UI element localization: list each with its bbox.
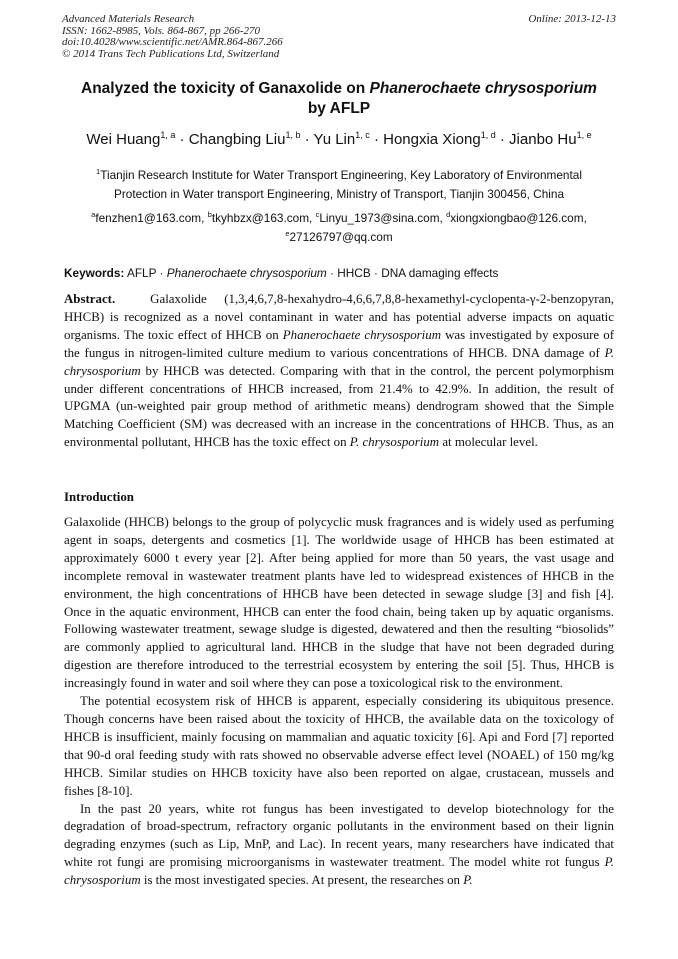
abstract-label: Abstract. [64, 292, 116, 306]
author: Hongxia Xiong$^{1, d}$ [383, 130, 496, 148]
keywords: Keywords: AFLP · Phanerochaete chrysosporium · HHCB · DNA damaging effects [64, 266, 499, 280]
doi-line: doi:10.4028/www.scientific.net/AMR.864-867.266 [62, 36, 283, 48]
paragraph: In the past 20 years, white rot fungus has been investigated to develop biotechnology for the degradation of broad-spectrum, refractory organic pollutants in the environment based on their lignin degrading enzymes (such as Lip, MnP, and Lac). In recent years, many researchers have indicated that white rot fungi are promising microorganisms in wastewater treatment. The model white rot fungus P. chrysosporium is the most investigated species. At present, the researches on P. [64, 801, 614, 888]
keyword: HHCB [337, 266, 371, 280]
issn-line: ISSN: 1662-8985, Vols. 864-867, pp 266-270 [62, 24, 260, 37]
keyword: AFLP [126, 266, 157, 280]
author-separator: · [373, 131, 379, 148]
journal-name: Advanced Materials Research [62, 13, 195, 25]
title-part2: by AFLP [307, 100, 371, 117]
paragraph: Galaxolide (HHCB) belongs to the group of polycyclic musk fragrances and is widely used as perfuming agent in soaps, detergents and cosmetics [1]. The worldwide usage of HHCB has been estimated at approximately 6000 t every year [2]. After being applied for more than 50 years, the vast usage and incomplete removal in wastewater treatment plants have led to widespread existences of HHCB in the environment, the high concentrations of HHCB have been detected in sewage sludge [3] and fish [4]. Once in the aquatic environment, HHCB can enter the food chain, being taken up by aquatic organisms. Following wastewater treatment, sewage sludge is digested, dewatered and then the resulting “biosolids” are commonly applied to agricultural land. HHCB in the sludge that have not been degraded during digestion are therefore introduced to the terrestrial ecosystem by entering the soil [5]. Thus, HHCB is increasingly found in water and soil where they can pose a toxicological risk to the environment. [64, 515, 614, 691]
email[interactable]: $^b$tkyhbzx@163.com [207, 210, 310, 225]
author: Yu Lin$^{1, c}$ [313, 130, 370, 148]
copyright-line: © 2014 Trans Tech Publications Ltd, Switzerland [62, 47, 280, 60]
running-header [62, 14, 618, 60]
email[interactable]: $^e$27126797@qq.com [285, 229, 393, 244]
paper-title [60, 79, 618, 119]
section-heading-introduction: Introduction [64, 490, 134, 504]
author: Wei Huang$^{1, a}$ [86, 130, 176, 148]
keyword: Phanerochaete chrysosporium [166, 266, 327, 280]
title-species: Phanerochaete chrysosporium [369, 80, 597, 97]
author-separator: · [499, 131, 505, 148]
abstract: Abstract. Galaxolide (1,3,4,6,7,8-hexahydro-4,6,6,7,8,8-hexamethyl-cyclopenta-γ-2-benzopyran, HHCB) is recognized as a novel contaminant in water and has potential adverse impacts on aquatic organisms. The toxic effect of HHCB on Phanerochaete chrysosporium was investigated by exposure of the fungus in nitrogen-limited culture medium to various concentrations of HHCB. DNA damage of P. chrysosporium by HHCB was detected. Comparing with that in the control, the percent polymorphism under different concentrations of HHCB increased, from 21.4% to 42.9%. In addition, the result of UPGMA (un-weighted pair group method of arithmetic means) dendrogram showed that the Simple Matching Coefficient (SM) was decreased with an increase in the concentrations of HHCB. Thus, as an environmental pollutant, HHCB has the toxic effect on P. chrysosporium at molecular level. [64, 292, 614, 450]
online-date: Online: 2013-12-13 [528, 13, 616, 25]
paragraph: The potential ecosystem risk of HHCB is apparent, especially considering its ubiquitous presence. Though concerns have been raised about the toxicity of HHCB, the available data on the toxicology of HHCB is insufficient, mainly focusing on mammalian and aquatic toxicity [6]. Api and Ford [7] reported that 90-d oral feeding study with rats showed no observable adverse effect level (NOAEL) of 150 mg/kg HHCB. Similar studies on HHCB toxicity have also been reported on algae, crustacean, mussels and fishes [8-10]. [64, 694, 614, 798]
keyword: DNA damaging effects [381, 266, 499, 280]
title-part1: Analyzed the toxicity of Ganaxolide on [81, 80, 370, 97]
author: Jianbo Hu$^{1, e}$ [509, 130, 592, 148]
author: Changbing Liu$^{1, b}$ [188, 130, 301, 148]
author-list [40, 130, 638, 150]
introduction-text [64, 514, 614, 890]
keywords-label: Keywords: [64, 266, 125, 280]
affiliation: $^1$Tianjin Research Institute for Water Transport Engineering, Key Laboratory of Environmental Protection in Water transport Engineering, Ministry of Transport, Tianjin 300456, China [96, 167, 582, 201]
email[interactable]: $^a$fenzhen1@163.com [91, 210, 202, 225]
author-emails: $^a$fenzhen1@163.com, $^b$tkyhbzx@163.com, $^c$Linyu_1973@sina.com, $^d$xiongxiongbao@126.com, $^e$27126797@qq.com [91, 210, 587, 244]
author-separator: · [179, 131, 185, 148]
email[interactable]: $^c$Linyu_1973@sina.com [315, 210, 440, 225]
author-separator: · [304, 131, 310, 148]
email[interactable]: $^d$xiongxiongbao@126.com [446, 210, 584, 225]
